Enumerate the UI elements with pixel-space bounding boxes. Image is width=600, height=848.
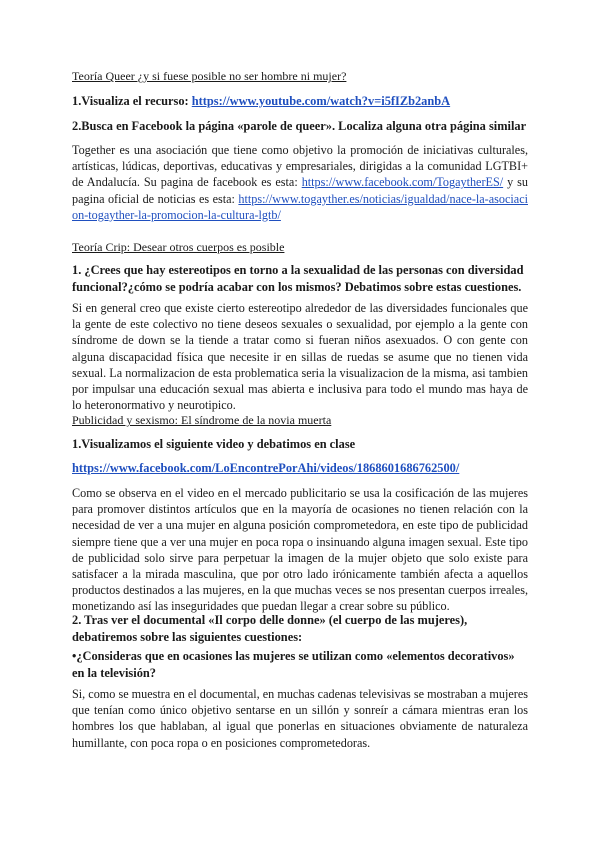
- section-heading-queer: Teoría Queer ¿y si fuese posible no ser hombre ni mujer?: [72, 69, 347, 83]
- answer-text: y su pagina oficial de noticias es esta:: [72, 175, 528, 206]
- section-heading-crip: Teoría Crip: Desear otros cuerpos es posible: [72, 240, 285, 254]
- answer-togayther: [72, 142, 528, 223]
- section-heading-publicidad: Publicidad y sexismo: El síndrome de la novia muerta: [72, 413, 332, 427]
- answer-estereotipos: Si en general creo que existe cierto estereotipo alrededor de las diversidades funcionales que la gente de este colectivo no tiene deseos sexuales o sexualidad, por ejemplo a la gente con síndrome de down se la tiende a tratar como si fueran niños asexuados. O con gente con alguna discapacidad física que necesite ir en sillas de ruedas se asume que no tienen vida sexual. La normalizacion de esta problematica seria la visualizacion de la misma, asi tambien por impulsar una educación sexual mas abierta e inclusiva para todo el mundo mas haya de lo heteronormativo y neurotipico.: [72, 301, 528, 413]
- answer-text: Together es una asociación que tiene como objetivo la promoción de iniciativas culturales, artísticas, lúdicas, deportivas, educativas y empresariales, dirigidas a la comunidad LGTBI+ de Andalucía. Su pagina de facebook es esta:: [72, 143, 528, 190]
- facebook-togayther-link[interactable]: https://www.facebook.com/TogaytherES/: [301, 175, 504, 190]
- question-text: 1.Visualiza el recurso:: [72, 94, 192, 108]
- question-visualizamos-video: 1.Visualizamos el siguiente video y debatimos en clase: [72, 437, 356, 451]
- youtube-link[interactable]: https://www.youtube.com/watch?v=i5fIZb2anbA: [191, 94, 451, 108]
- answer-television: Si, como se muestra en el documental, en muchas cadenas televisivas se mostraban a mujeres que tenían como único objetivo sentarse en un sillón y sonreír a cámara mientras eran los hombres los que hablaban, al igual que ponerlas en situaciones obviamente de naturaleza humillante, con poca ropa o en posiciones comprometedoras.: [72, 687, 528, 750]
- togayther-news-link[interactable]: https://www.togayther.es/noticias/igualdad/nace-la-asociacion-togayther-la-promocion-la-cultura-lgtb/: [72, 191, 528, 222]
- answer-publicidad: Como se observa en el video en el mercado publicitario se usa la cosificación de las mujeres para promover distintos artículos que en la mayoría de ocasiones no tienen relación con la necesidad de ver a una mujer en alguna posición comprometedora, en este tipo de publicidad siempre tiene que a ver una mujer en poca ropa o insinuando alguna imagen sexual. Este tipo de publicidad solo sirve para perpetuar la imagen de la mujer objeto que solo existe para satisfacer a la mirada masculina, que por otro lado irónicamente también afecta a aquellos productos destinados a las mujeres, en la que muchas veces se nos presentan cuerpos irreales, monetizando así las inseguridades que puedan llegar a crear sobre su público.: [72, 486, 528, 614]
- facebook-video-link-row: [72, 460, 528, 477]
- question-visualiza-recurso: [72, 93, 528, 110]
- question-estereotipos: 1. ¿Crees que hay estereotipos en torno a la sexualidad de las personas con diversidad funcional?¿cómo se podría acabar con los mismos? Debatimos sobre estas cuestiones.: [72, 263, 524, 294]
- facebook-video-link[interactable]: https://www.facebook.com/LoEncontrePorAhi/videos/1868601686762500/: [72, 461, 460, 475]
- question-documental: 2. Tras ver el documental «Il corpo delle donne» (el cuerpo de las mujeres), debatiremos sobre las siguientes cuestiones:: [72, 613, 468, 644]
- question-elementos-decorativos: •¿Consideras que en ocasiones las mujeres se utilizan como «elementos decorativos» en la televisión?: [72, 649, 515, 680]
- question-facebook-search: 2.Busca en Facebook la página «parole de queer». Localiza alguna otra página similar: [72, 119, 527, 133]
